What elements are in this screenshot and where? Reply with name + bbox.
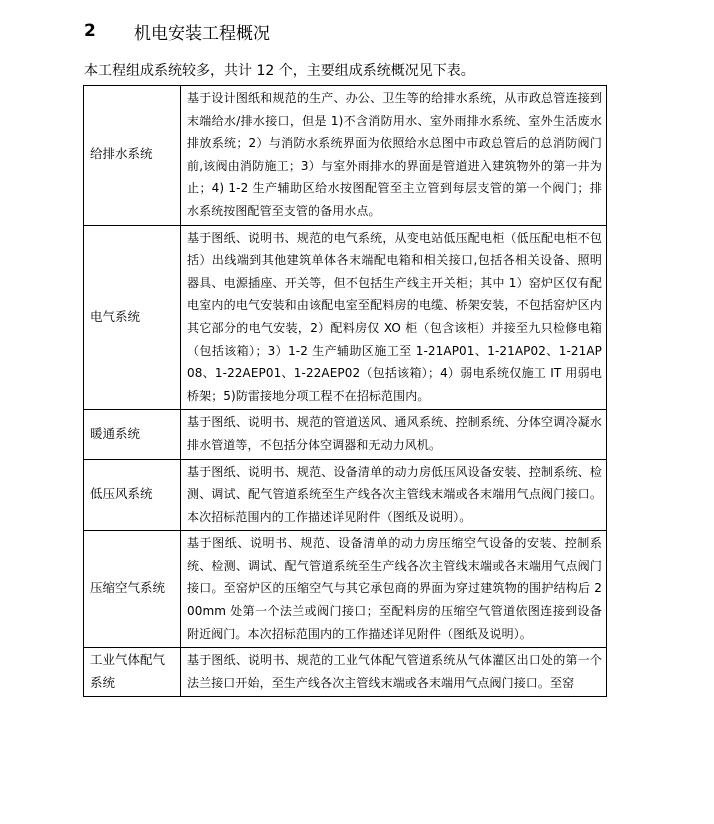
table-row xyxy=(84,459,607,531)
system-description: 基于图纸、说明书、规范、设备清单的动力房压缩空气设备的安装、控制系统、检测、调试、配气管道系统至生产线各次主管线末端或各末端用气点阀门接口。至窑炉区的压缩空气与其它承包商的界面为穿过建筑物的围护结构后 200mm 处第一个法兰或阀门接口；至配料房的压缩空气管道依图连接到设备附近阀门。本次招标范围内的工作描述详见附件（图纸及说明）。 xyxy=(181,531,607,648)
table-row xyxy=(84,225,607,410)
table-row xyxy=(84,86,607,226)
table-row xyxy=(84,648,607,697)
table-row xyxy=(84,531,607,648)
intro-paragraph: 本工程组成系统较多，共计 12 个，主要组成系统概况见下表。 xyxy=(84,63,475,79)
section-heading xyxy=(84,17,270,45)
table-row xyxy=(84,410,607,459)
system-description: 基于设计图纸和规范的生产、办公、卫生等的给排水系统，从市政总管连接到末端给水/排水接口，但是 1)不含消防用水、室外雨排水系统、室外生活废水排放系统；2）与消防水系统界面为依照给水总图中市政总管后的总消防阀门前,该阀由消防施工；3）与室外雨排水的界面是管道进入建筑物外的第一井为止；4) 1-2 生产辅助区给水按图配管至主立管到每层支管的第一个阀门；排水系统按图配管至支管的备用水点。 xyxy=(181,86,607,226)
system-description: 基于图纸、说明书、规范的工业气体配气管道系统从气体灌区出口处的第一个法兰接口开始，至生产线各次主管线末端或各末端用气点阀门接口。至窑 xyxy=(181,648,607,697)
system-description: 基于图纸、说明书、规范的管道送风、通风系统、控制系统、分体空调冷凝水排水管道等，不包括分体空调器和无动力风机。 xyxy=(181,410,607,459)
system-name: 电气系统 xyxy=(84,225,181,410)
system-name: 压缩空气系统 xyxy=(84,531,181,648)
system-description: 基于图纸、说明书、规范的电气系统，从变电站低压配电柜（低压配电柜不包括）出线端到其他建筑单体各末端配电箱和相关接口,包括各相关设备、照明器具、电源插座、开关等，但不包括生产线主开关柜；其中 1）窑炉区仅有配电室内的电气安装和由该配电室至配料房的电缆、桥架安装，不包括窑炉区内其它部分的电气安装，2）配料房仅 XO 柜（包含该柜）并接至九只检修电箱（包括该箱）；3）1-2 生产辅助区施工至 1-21AP01、1-21AP02、1-21AP08、1-22AEP01、1-22AEP02（包括该箱）；4）弱电系统仅施工 IT 用弱电桥架；5)防雷接地分项工程不在招标范围内。 xyxy=(181,225,607,410)
system-name: 给排水系统 xyxy=(84,86,181,226)
system-name: 工业气体配气系统 xyxy=(84,648,181,697)
section-title: 机电安装工程概况 xyxy=(134,23,270,44)
system-name: 低压风系统 xyxy=(84,459,181,531)
system-name: 暖通系统 xyxy=(84,410,181,459)
section-number: 2 xyxy=(84,21,96,41)
systems-table xyxy=(83,85,607,697)
system-description: 基于图纸、说明书、规范、设备清单的动力房低压风设备安装、控制系统、检测、调试、配气管道系统至生产线各次主管线末端或各末端用气点阀门接口。本次招标范围内的工作描述详见附件（图纸及说明）。 xyxy=(181,459,607,531)
